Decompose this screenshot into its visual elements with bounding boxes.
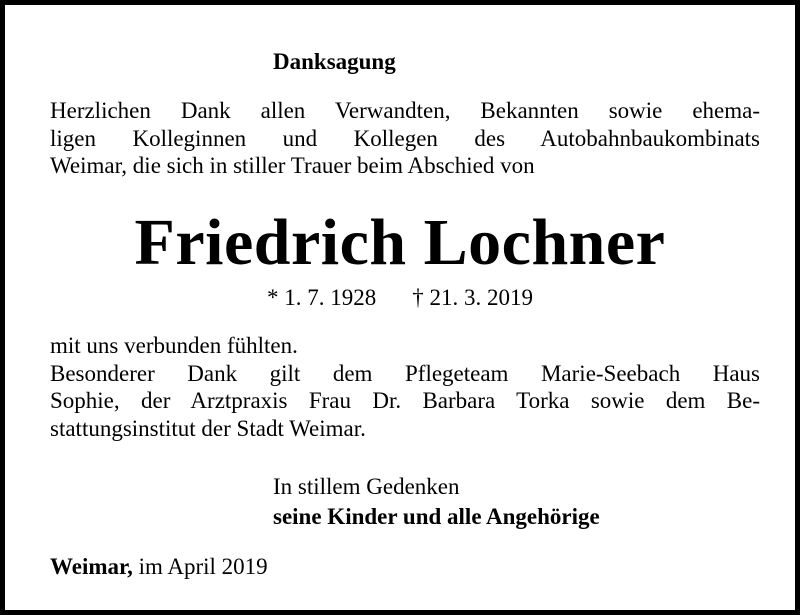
thanks-line: mit uns verbunden fühlten. [50,333,298,358]
thanks-line: Sophie, der Arztpraxis Frau Dr. Barbara Torka sowie dem Be- [50,388,760,413]
intro-line: ligen Kolleginnen und Kollegen des Autobahnbaukombinats [50,125,760,151]
closing-phrase: In stillem Gedenken [273,474,460,499]
thanks-line: Besonderer Dank gilt dem Pflegeteam Marie-Seebach Haus [50,360,760,386]
life-dates [5,284,795,312]
intro-line: Weimar, die sich in stiller Trauer beim Abschied von [50,153,535,178]
intro-line: Herzlichen Dank allen Verwandten, Bekannten sowie ehema- [50,98,760,123]
date: im April 2019 [138,554,268,579]
heading: Danksagung [273,49,396,74]
birth-date: * 1. 7. 1928 [267,285,377,310]
closing-block [273,472,600,532]
thanks-line: stattungsinstitut der Stadt Weimar. [50,415,366,441]
death-date: † 21. 3. 2019 [412,285,533,310]
place-date [50,553,268,581]
place: Weimar, [50,554,133,579]
deceased-name: Friedrich Lochner [134,206,666,279]
thanks-paragraph [50,332,760,442]
intro-paragraph [50,97,760,180]
signature: seine Kinder und alle Angehörige [273,504,600,529]
